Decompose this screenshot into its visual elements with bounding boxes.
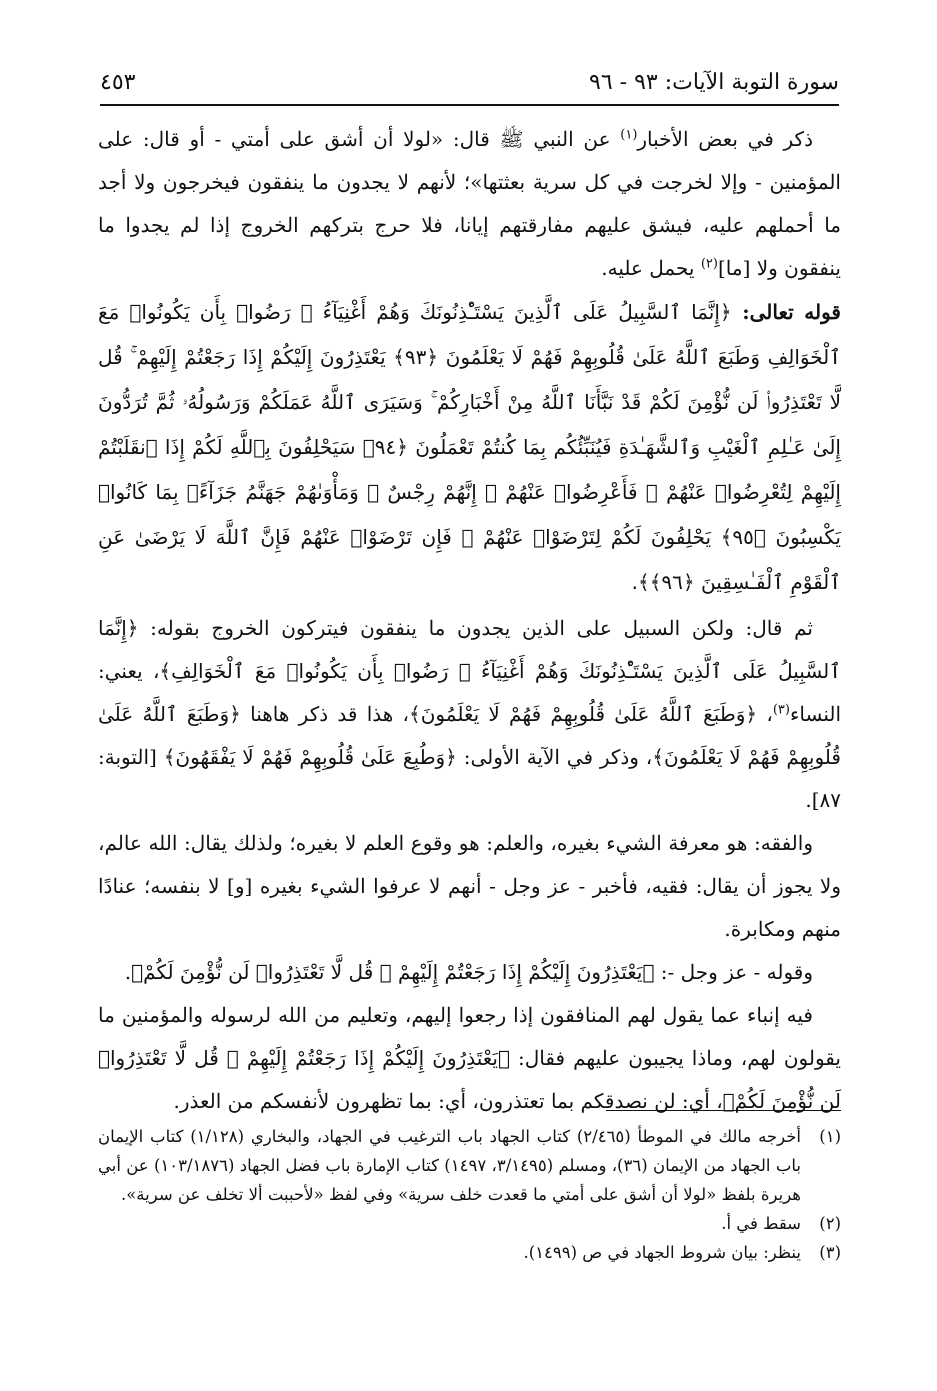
header-rule: [100, 104, 839, 106]
paragraph-1: [98, 118, 841, 290]
p4-text-b: .: [124, 960, 132, 984]
footnote-text: أخرجه مالك في الموطأ (٢/٤٦٥) كتاب الجهاد باب الترغيب في الجهاد، والبخاري (١/١٢٨) كتاب الإيمان باب الجهاد من الإيمان (٣٦)، ومسلم (٣/١٤٩٥، ١٤٩٧) كتاب الإمارة باب فضل الجهاد (١٠٣/١٨٧٦) عن أبي هريرة بلفظ «لولا أن أشق على أمتي ما قعدت خلف سرية» وفي لفظ «لأحببت ألا تخلف عن سرية».: [98, 1127, 802, 1204]
footnote-1: [98, 1122, 841, 1209]
p2-quran-3: ﴿وَطَبَعَ ٱللَّهُ عَلَىٰ قُلُوبِهِمْ فَهُمْ لَا يَعْلَمُونَ﴾: [98, 702, 841, 769]
footnote-2: [98, 1209, 841, 1238]
footnote-number: (٣): [819, 1243, 841, 1262]
p2-text-b: ، يعني: النساء: [98, 659, 842, 726]
p2-text-f: [التوبة: ٨٧].: [98, 745, 841, 812]
footnote-3: [98, 1238, 841, 1267]
p4-text-a: وقوله - عز وجل -:: [654, 960, 813, 984]
p2-quran-2: ﴿وَطَبَعَ ٱللَّهُ عَلَىٰ قُلُوبِهِمْ فَهُمْ لَا يَعْلَمُونَ﴾: [409, 702, 758, 726]
p4-quran: ﴿يَعْتَذِرُونَ إِلَيْكُمْ إِذَا رَجَعْتُمْ إِلَيْهِمْ ۚ قُل لَّا تَعْتَذِرُوا۟ لَن نُّؤْمِنَ لَكُمْ﴾: [131, 960, 655, 984]
footnote-rule: [606, 1110, 841, 1111]
paragraph-2: [98, 607, 841, 822]
p2-quran-4: ﴿وَطُبِعَ عَلَىٰ قُلُوبِهِمْ فَهُمْ لَا يَفْقَهُونَ﴾: [163, 745, 457, 769]
paragraph-5: [98, 994, 841, 1123]
p1-text-b: عن النبي ﷺ قال: «لولا أن أشق على أمتي - أو قال: على المؤمنين - وإلا لخرجت في كل سرية بعثتها»؛ لأنهم لا يجدون ما ينفقون فيخرجون ولا أجد ما أحملهم عليه، فيشق عليهم مفارقتهم إيانا، فلا حرج بتركهم الخروج إذا لم يجدوا ما ينفقون ولا [ما]: [98, 127, 841, 280]
p1-text-c: يحمل عليه.: [601, 256, 701, 280]
footnote-text: ينظر: بيان شروط الجهاد في ص (١٤٩٩).: [523, 1243, 801, 1262]
quran-verses-93-96: ﴿إِنَّمَا ٱلسَّبِيلُ عَلَى ٱلَّذِينَ يَسْتَـْٔذِنُونَكَ وَهُمْ أَغْنِيَآءُ ۚ رَضُوا۟ بِأَن يَكُونُوا۟ مَعَ ٱلْخَوَالِفِ وَطَبَعَ ٱللَّهُ عَلَىٰ قُلُوبِهِمْ فَهُمْ لَا يَعْلَمُونَ ﴿٩٣﴾ يَعْتَذِرُونَ إِلَيْكُمْ إِذَا رَجَعْتُمْ إِلَيْهِمْ ۚ قُل لَّا تَعْتَذِرُوا۟ لَن نُّؤْمِنَ لَكُمْ قَدْ نَبَّأَنَا ٱللَّهُ مِنْ أَخْبَارِكُمْ ۚ وَسَيَرَى ٱللَّهُ عَمَلَكُمْ وَرَسُولُهُۥ ثُمَّ تُرَدُّونَ إِلَىٰ عَـٰلِمِ ٱلْغَيْبِ وَٱلشَّهَـٰدَةِ فَيُنَبِّئُكُم بِمَا كُنتُمْ تَعْمَلُونَ ﴿٩٤﴾ سَيَحْلِفُونَ بِٱللَّهِ لَكُمْ إِذَا ٱنقَلَبْتُمْ إِلَيْهِمْ لِتُعْرِضُوا۟ عَنْهُمْ ۖ فَأَعْرِضُوا۟ عَنْهُمْ ۖ إِنَّهُمْ رِجْسٌ ۖ وَمَأْوَىٰهُمْ جَهَنَّمُ جَزَآءًۢ بِمَا كَانُوا۟ يَكْسِبُونَ ﴿٩٥﴾ يَحْلِفُونَ لَكُمْ لِتَرْضَوْا۟ عَنْهُمْ ۖ فَإِن تَرْضَوْا۟ عَنْهُمْ فَإِنَّ ٱللَّهَ لَا يَرْضَىٰ عَنِ ٱلْقَوْمِ ٱلْفَـٰسِقِينَ ﴿٩٦﴾﴾.: [98, 300, 842, 594]
p5-text-b: ، أي: لن نصدقكم بما تعتذرون، أي: بما تظهرون لأنفسكم من العذر.: [173, 1089, 723, 1113]
footnote-text: سقط في أ.: [721, 1214, 801, 1233]
footnote-ref-2[interactable]: (٢): [700, 256, 718, 272]
p5-quran: ﴿يَعْتَذِرُونَ إِلَيْكُمْ إِذَا رَجَعْتُمْ إِلَيْهِمْ ۚ قُل لَّا تَعْتَذِرُوا۟ لَن نُّؤْمِنَ لَكُمْ﴾: [98, 1046, 841, 1113]
footnote-number: (١): [819, 1127, 841, 1146]
page-number: ٤٥٣: [100, 69, 136, 95]
main-text: [98, 118, 841, 1123]
footnote-ref-1[interactable]: (١): [620, 127, 638, 143]
footnote-ref-3[interactable]: (٣): [772, 702, 790, 718]
p1-text-a: ذكر في بعض الأخبار: [637, 127, 813, 151]
p2-text-a: ثم قال: ولكن السبيل على الذين يجدون ما ينفقون فيتركون الخروج بقوله:: [138, 616, 813, 640]
quran-label: قوله تعالى:: [731, 300, 841, 324]
p2-text-c: ،: [757, 702, 773, 726]
p2-quran-1: ﴿إِنَّمَا ٱلسَّبِيلُ عَلَى ٱلَّذِينَ يَسْتَـْٔذِنُونَكَ وَهُمْ أَغْنِيَآءُ ۚ رَضُوا۟ بِأَن يَكُونُوا۟ مَعَ ٱلْخَوَالِفِ﴾: [98, 616, 841, 683]
running-title: سورة التوبة الآيات: ٩٣ - ٩٦: [589, 69, 839, 95]
footnotes: [98, 1122, 841, 1267]
paragraph-4: [98, 951, 841, 994]
p5-text-a: فيه إنباء عما يقول لهم المنافقون إذا رجعوا إليهم، وتعليم من الله لرسوله والمؤمنين ما يقولون لهم، وماذا يجيبون عليهم فقال:: [98, 1003, 841, 1070]
p2-text-e: ، وذكر في الآية الأولى:: [456, 745, 653, 769]
quran-verses-block: [98, 290, 841, 605]
page-header: [100, 62, 839, 102]
p2-text-d: ، هذا قد ذكر هاهنا: [240, 702, 410, 726]
footnote-number: (٢): [819, 1214, 841, 1233]
paragraph-3: والفقه: هو معرفة الشيء بغيره، والعلم: هو وقوع العلم لا بغيره؛ ولذلك يقال: الله عالم، ولا يجوز أن يقال: فقيه، فأخبر - عز وجل - أنهم لا عرفوا الشيء بغيره [و] لا بنفسه؛ عنادًا منهم ومكابرة.: [98, 831, 841, 941]
